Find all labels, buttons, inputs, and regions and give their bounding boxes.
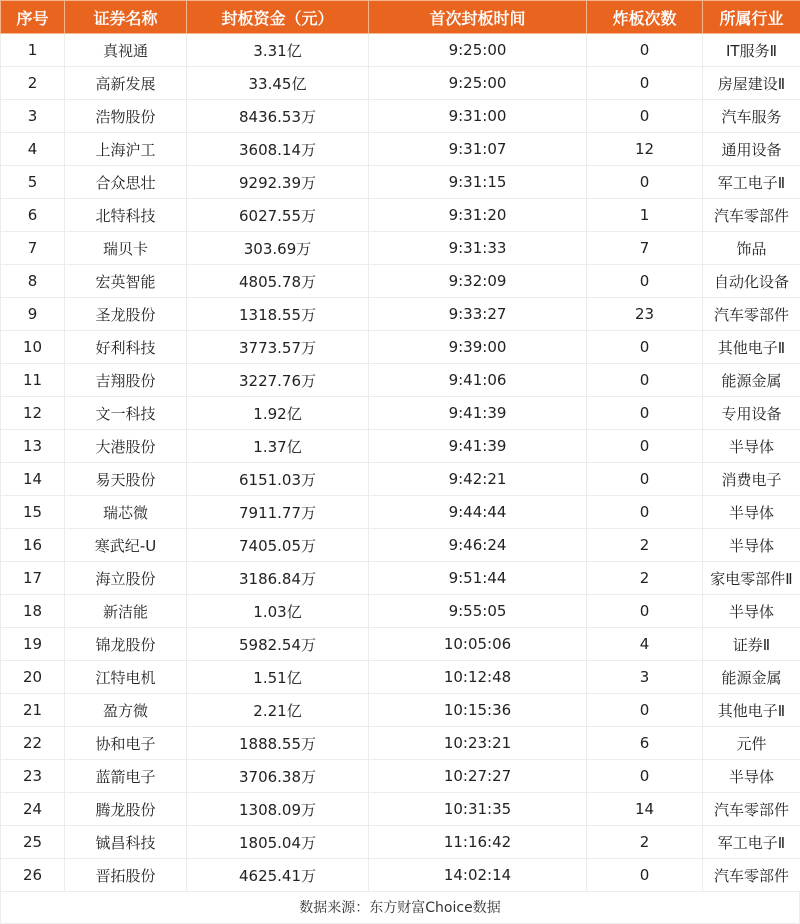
table-row[interactable] — [1, 298, 800, 331]
cell-first-time: 10:12:48 — [369, 661, 587, 694]
cell-seq: 17 — [1, 562, 65, 595]
cell-break-count: 2 — [587, 562, 703, 595]
cell-industry: 能源金属 — [703, 364, 800, 397]
cell-seq: 12 — [1, 397, 65, 430]
table-row[interactable] — [1, 859, 800, 892]
cell-first-time: 9:55:05 — [369, 595, 587, 628]
cell-break-count: 0 — [587, 364, 703, 397]
table-row[interactable] — [1, 529, 800, 562]
cell-first-time: 9:46:24 — [369, 529, 587, 562]
cell-industry: 房屋建设Ⅱ — [703, 67, 800, 100]
cell-name: 海立股份 — [65, 562, 187, 595]
cell-industry: 其他电子Ⅱ — [703, 331, 800, 364]
cell-funds: 1318.55万 — [187, 298, 369, 331]
cell-name: 文一科技 — [65, 397, 187, 430]
cell-industry: 军工电子Ⅱ — [703, 826, 800, 859]
cell-first-time: 11:16:42 — [369, 826, 587, 859]
cell-break-count: 1 — [587, 199, 703, 232]
cell-first-time: 9:31:07 — [369, 133, 587, 166]
cell-first-time: 9:31:20 — [369, 199, 587, 232]
cell-name: 铖昌科技 — [65, 826, 187, 859]
cell-industry: 通用设备 — [703, 133, 800, 166]
cell-first-time: 10:05:06 — [369, 628, 587, 661]
cell-industry: 汽车零部件 — [703, 793, 800, 826]
cell-name: 上海沪工 — [65, 133, 187, 166]
cell-funds: 2.21亿 — [187, 694, 369, 727]
cell-funds: 8436.53万 — [187, 100, 369, 133]
cell-break-count: 0 — [587, 67, 703, 100]
cell-first-time: 10:15:36 — [369, 694, 587, 727]
cell-name: 圣龙股份 — [65, 298, 187, 331]
header-cell-seq[interactable]: 序号 — [1, 1, 65, 34]
cell-funds: 1805.04万 — [187, 826, 369, 859]
table-row[interactable] — [1, 661, 800, 694]
cell-funds: 4625.41万 — [187, 859, 369, 892]
cell-first-time: 9:33:27 — [369, 298, 587, 331]
cell-name: 协和电子 — [65, 727, 187, 760]
cell-break-count: 0 — [587, 595, 703, 628]
cell-name: 盈方微 — [65, 694, 187, 727]
cell-first-time: 14:02:14 — [369, 859, 587, 892]
cell-seq: 24 — [1, 793, 65, 826]
cell-first-time: 10:23:21 — [369, 727, 587, 760]
cell-first-time: 10:31:35 — [369, 793, 587, 826]
header-cell-funds[interactable]: 封板资金（元） — [187, 1, 369, 34]
cell-funds: 1.92亿 — [187, 397, 369, 430]
cell-break-count: 2 — [587, 529, 703, 562]
cell-funds: 3608.14万 — [187, 133, 369, 166]
table-row[interactable] — [1, 265, 800, 298]
cell-industry: IT服务Ⅱ — [703, 34, 800, 67]
cell-seq: 20 — [1, 661, 65, 694]
cell-seq: 19 — [1, 628, 65, 661]
cell-break-count: 0 — [587, 166, 703, 199]
cell-seq: 15 — [1, 496, 65, 529]
table-row[interactable] — [1, 166, 800, 199]
table-row[interactable] — [1, 430, 800, 463]
table-header — [1, 1, 800, 34]
cell-name: 吉翔股份 — [65, 364, 187, 397]
cell-funds: 3706.38万 — [187, 760, 369, 793]
cell-name: 锦龙股份 — [65, 628, 187, 661]
cell-break-count: 3 — [587, 661, 703, 694]
cell-funds: 3227.76万 — [187, 364, 369, 397]
data-source-footer: 数据来源：东方财富Choice数据 — [0, 892, 800, 924]
cell-first-time: 9:32:09 — [369, 265, 587, 298]
cell-funds: 3773.57万 — [187, 331, 369, 364]
cell-funds: 33.45亿 — [187, 67, 369, 100]
cell-seq: 14 — [1, 463, 65, 496]
table-row[interactable] — [1, 364, 800, 397]
cell-seq: 23 — [1, 760, 65, 793]
cell-industry: 自动化设备 — [703, 265, 800, 298]
header-cell-industry[interactable]: 所属行业 — [703, 1, 800, 34]
cell-funds: 7405.05万 — [187, 529, 369, 562]
cell-seq: 26 — [1, 859, 65, 892]
cell-name: 大港股份 — [65, 430, 187, 463]
cell-break-count: 2 — [587, 826, 703, 859]
cell-break-count: 12 — [587, 133, 703, 166]
cell-industry: 半导体 — [703, 430, 800, 463]
cell-name: 易天股份 — [65, 463, 187, 496]
cell-seq: 1 — [1, 34, 65, 67]
cell-first-time: 9:25:00 — [369, 67, 587, 100]
table-row[interactable] — [1, 628, 800, 661]
cell-seq: 4 — [1, 133, 65, 166]
cell-name: 新洁能 — [65, 595, 187, 628]
cell-industry: 饰品 — [703, 232, 800, 265]
cell-seq: 6 — [1, 199, 65, 232]
cell-first-time: 9:41:39 — [369, 430, 587, 463]
cell-name: 腾龙股份 — [65, 793, 187, 826]
table-row[interactable] — [1, 496, 800, 529]
cell-name: 浩物股份 — [65, 100, 187, 133]
cell-name: 真视通 — [65, 34, 187, 67]
header-cell-name[interactable]: 证券名称 — [65, 1, 187, 34]
cell-name: 瑞贝卡 — [65, 232, 187, 265]
table-body — [1, 34, 800, 892]
cell-break-count: 0 — [587, 430, 703, 463]
table-row[interactable] — [1, 727, 800, 760]
cell-seq: 3 — [1, 100, 65, 133]
cell-seq: 11 — [1, 364, 65, 397]
cell-industry: 汽车服务 — [703, 100, 800, 133]
cell-name: 江特电机 — [65, 661, 187, 694]
cell-seq: 16 — [1, 529, 65, 562]
cell-break-count: 0 — [587, 34, 703, 67]
table-row[interactable] — [1, 793, 800, 826]
cell-first-time: 9:25:00 — [369, 34, 587, 67]
cell-funds: 4805.78万 — [187, 265, 369, 298]
cell-seq: 5 — [1, 166, 65, 199]
cell-seq: 21 — [1, 694, 65, 727]
cell-break-count: 14 — [587, 793, 703, 826]
cell-funds: 1888.55万 — [187, 727, 369, 760]
cell-funds: 1.03亿 — [187, 595, 369, 628]
cell-break-count: 0 — [587, 463, 703, 496]
cell-industry: 汽车零部件 — [703, 859, 800, 892]
cell-industry: 汽车零部件 — [703, 298, 800, 331]
cell-seq: 22 — [1, 727, 65, 760]
cell-funds: 303.69万 — [187, 232, 369, 265]
cell-first-time: 9:44:44 — [369, 496, 587, 529]
table-row[interactable] — [1, 397, 800, 430]
cell-funds: 3.31亿 — [187, 34, 369, 67]
cell-break-count: 4 — [587, 628, 703, 661]
header-cell-break-count[interactable]: 炸板次数 — [587, 1, 703, 34]
cell-first-time: 9:31:00 — [369, 100, 587, 133]
cell-funds: 5982.54万 — [187, 628, 369, 661]
table-row[interactable] — [1, 562, 800, 595]
cell-funds: 1.51亿 — [187, 661, 369, 694]
cell-funds: 6151.03万 — [187, 463, 369, 496]
cell-industry: 半导体 — [703, 760, 800, 793]
table-row[interactable] — [1, 199, 800, 232]
cell-break-count: 7 — [587, 232, 703, 265]
cell-name: 宏英智能 — [65, 265, 187, 298]
cell-industry: 元件 — [703, 727, 800, 760]
cell-industry: 半导体 — [703, 595, 800, 628]
table-row[interactable] — [1, 232, 800, 265]
cell-break-count: 6 — [587, 727, 703, 760]
cell-seq: 7 — [1, 232, 65, 265]
table-row[interactable] — [1, 694, 800, 727]
cell-seq: 2 — [1, 67, 65, 100]
cell-industry: 其他电子Ⅱ — [703, 694, 800, 727]
cell-industry: 家电零部件Ⅱ — [703, 562, 800, 595]
header-row — [1, 1, 800, 34]
cell-industry: 半导体 — [703, 496, 800, 529]
cell-first-time: 9:41:39 — [369, 397, 587, 430]
cell-industry: 能源金属 — [703, 661, 800, 694]
table-row[interactable] — [1, 595, 800, 628]
cell-first-time: 10:27:27 — [369, 760, 587, 793]
cell-name: 寒武纪-U — [65, 529, 187, 562]
cell-break-count: 0 — [587, 265, 703, 298]
table-row[interactable] — [1, 100, 800, 133]
cell-break-count: 0 — [587, 496, 703, 529]
cell-seq: 25 — [1, 826, 65, 859]
cell-funds: 7911.77万 — [187, 496, 369, 529]
cell-seq: 8 — [1, 265, 65, 298]
table-row[interactable] — [1, 463, 800, 496]
table-row[interactable] — [1, 331, 800, 364]
table-row[interactable] — [1, 34, 800, 67]
cell-first-time: 9:39:00 — [369, 331, 587, 364]
cell-industry: 专用设备 — [703, 397, 800, 430]
cell-funds: 1.37亿 — [187, 430, 369, 463]
cell-funds: 6027.55万 — [187, 199, 369, 232]
cell-seq: 13 — [1, 430, 65, 463]
cell-name: 晋拓股份 — [65, 859, 187, 892]
cell-first-time: 9:31:33 — [369, 232, 587, 265]
cell-first-time: 9:41:06 — [369, 364, 587, 397]
cell-funds: 3186.84万 — [187, 562, 369, 595]
header-cell-first-time[interactable]: 首次封板时间 — [369, 1, 587, 34]
cell-seq: 18 — [1, 595, 65, 628]
cell-industry: 军工电子Ⅱ — [703, 166, 800, 199]
cell-industry: 证券Ⅱ — [703, 628, 800, 661]
cell-first-time: 9:42:21 — [369, 463, 587, 496]
cell-break-count: 23 — [587, 298, 703, 331]
cell-name: 合众思壮 — [65, 166, 187, 199]
cell-name: 瑞芯微 — [65, 496, 187, 529]
cell-break-count: 0 — [587, 331, 703, 364]
table-row[interactable] — [1, 67, 800, 100]
table-row[interactable] — [1, 133, 800, 166]
cell-funds: 9292.39万 — [187, 166, 369, 199]
cell-name: 好利科技 — [65, 331, 187, 364]
cell-break-count: 0 — [587, 859, 703, 892]
cell-industry: 消费电子 — [703, 463, 800, 496]
cell-name: 蓝箭电子 — [65, 760, 187, 793]
cell-seq: 9 — [1, 298, 65, 331]
cell-break-count: 0 — [587, 760, 703, 793]
cell-first-time: 9:51:44 — [369, 562, 587, 595]
cell-name: 北特科技 — [65, 199, 187, 232]
cell-break-count: 0 — [587, 694, 703, 727]
cell-first-time: 9:31:15 — [369, 166, 587, 199]
cell-break-count: 0 — [587, 397, 703, 430]
cell-industry: 半导体 — [703, 529, 800, 562]
cell-break-count: 0 — [587, 100, 703, 133]
cell-industry: 汽车零部件 — [703, 199, 800, 232]
table-row[interactable] — [1, 760, 800, 793]
cell-seq: 10 — [1, 331, 65, 364]
table-row[interactable] — [1, 826, 800, 859]
cell-funds: 1308.09万 — [187, 793, 369, 826]
cell-name: 高新发展 — [65, 67, 187, 100]
